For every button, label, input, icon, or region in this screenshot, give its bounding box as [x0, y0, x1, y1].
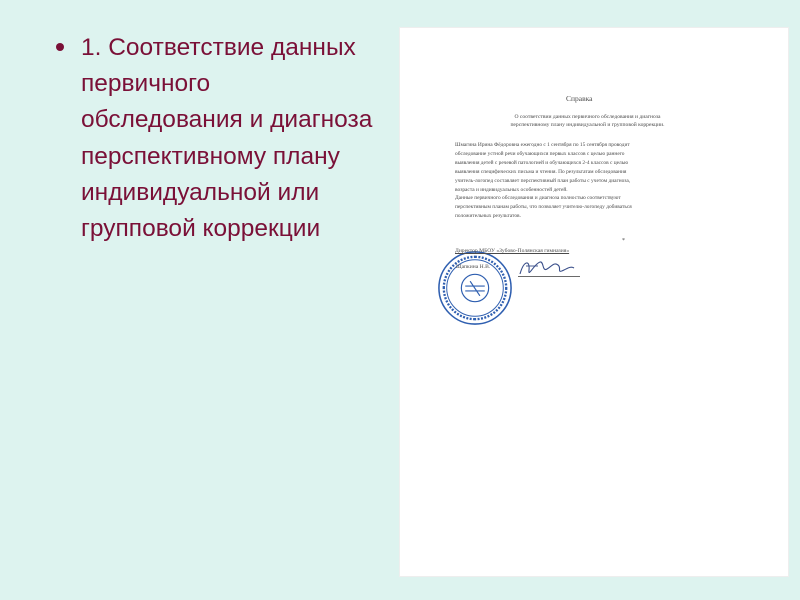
handwritten-signature-icon [516, 256, 576, 282]
document-body: Шмагина Ирина Фёдоровна ежегодно с 1 сентября по 15 сентября проводит обследование устной речи обучающихся первых классов с целью раннего выявления детей с речевой патологией и обучающихся 2-4 классов с целью выявления специфических письма и чтения. По результатам обследования учитель-логопед составляет перспективный план работы с учетом диагноза, возраста и индивидуальных особенностей детей. Данные первичного обследования и диагноза полностью соответствуют перспективным планам работы, что позволяет учителю-логопеду добиваться положительных результатов. [455, 142, 632, 220]
document-heading: Справка [566, 94, 593, 103]
document-mark: * [622, 238, 625, 244]
bullet-dot-icon [56, 43, 64, 51]
document-subject: О соответствии данных первичного обследования и диагноза перспективному плану индивидуальной и групповой коррекции. [510, 114, 665, 128]
document-director-line: Директор МБОУ «Зубово-Полянская гимназия» [455, 248, 570, 254]
official-stamp-icon [436, 249, 514, 327]
scanned-document [400, 28, 788, 576]
document-signatory-name: Щапкина Н.В. [456, 264, 491, 270]
bullet-text: 1. Соответствие данных первичного обследования и диагноза перспективному плану индивидуальной или групповой коррекции [81, 34, 373, 243]
